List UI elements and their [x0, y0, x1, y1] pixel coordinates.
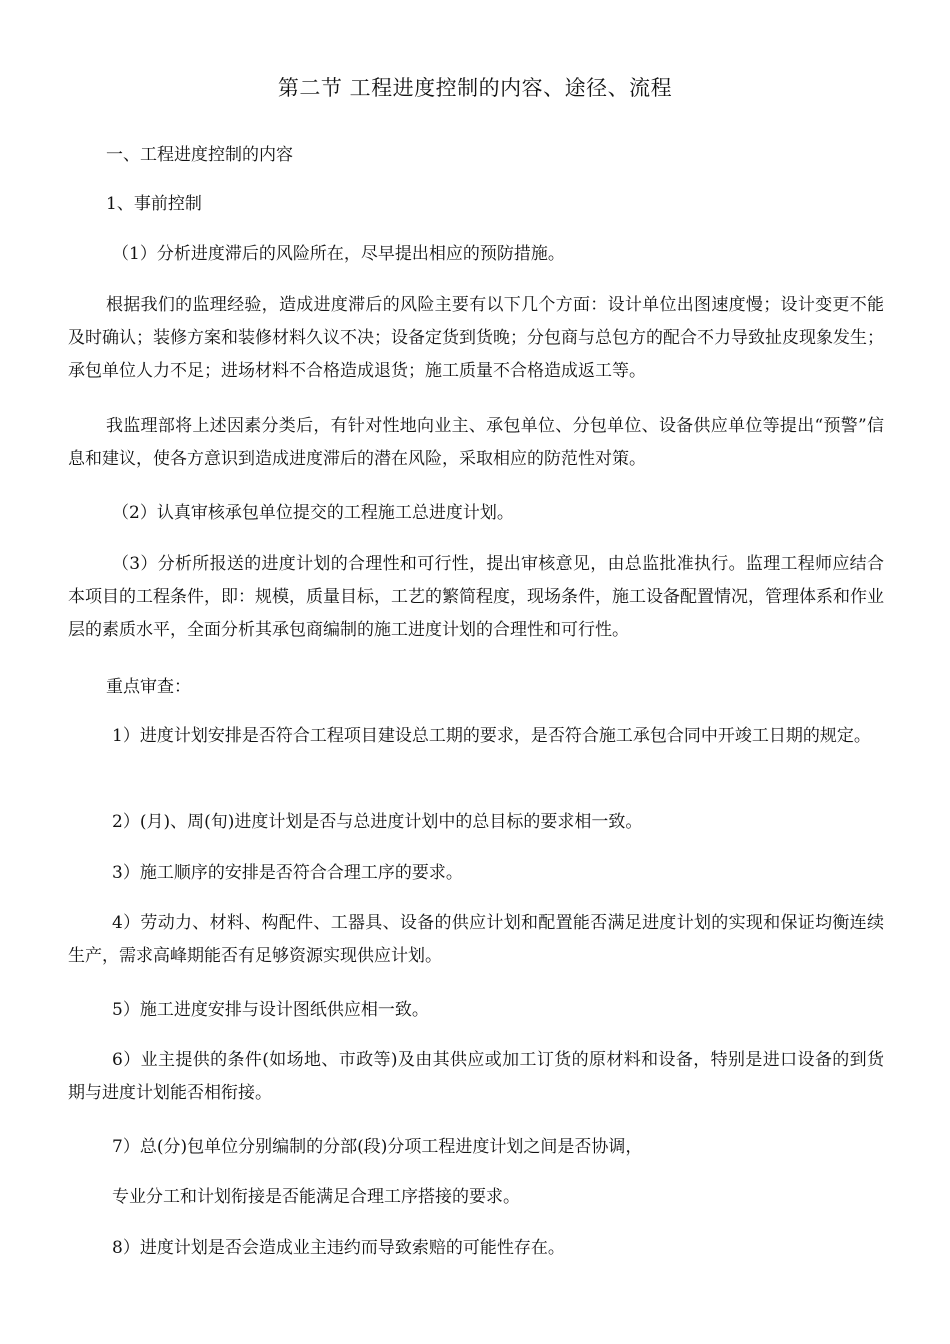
heading-pre-control: 1、事前控制: [106, 194, 202, 214]
paragraph-key-review: 重点审查：: [106, 677, 191, 697]
review-item-3: 3）施工顺序的安排是否符合合理工序的要求。: [112, 863, 463, 883]
review-item-6: 6）业主提供的条件(如场地、市政等)及由其供应或加工订货的原材料和设备，特别是进口设备的到货期与进度计划能否相衔接。: [68, 1050, 884, 1103]
paragraph-risk-factors: 根据我们的监理经验，造成进度滞后的风险主要有以下几个方面：设计单位出图速度慢；设计变更不能及时确认；装修方案和装修材料久议不决；设备定货到货晚；分包商与总包方的配合不力导致扯皮现象发生；承包单位人力不足；进场材料不合格造成退货；施工质量不合格造成返工等。: [68, 295, 884, 381]
review-item-7: 7）总(分)包单位分别编制的分部(段)分项工程进度计划之间是否协调，: [112, 1137, 643, 1157]
review-item-7-continued: 专业分工和计划衔接是否能满足合理工序搭接的要求。: [112, 1187, 520, 1207]
review-item-5: 5）施工进度安排与设计图纸供应相一致。: [112, 1000, 429, 1020]
review-item-8: 8）进度计划是否会造成业主违约而导致索赔的可能性存在。: [112, 1238, 565, 1258]
review-item-1: 1）进度计划安排是否符合工程项目建设总工期的要求，是否符合施工承包合同中开竣工日期的规定。: [112, 726, 871, 746]
section-title: 第二节 工程进度控制的内容、途径、流程: [277, 76, 673, 100]
review-item-4: 4）劳动力、材料、构配件、工器具、设备的供应计划和配置能否满足进度计划的实现和保证均衡连续生产，需求高峰期能否有足够资源实现供应计划。: [68, 913, 884, 966]
paragraph-warning: 我监理部将上述因素分类后，有针对性地向业主、承包单位、分包单位、设备供应单位等提出“预警”信息和建议，使各方意识到造成进度滞后的潜在风险，采取相应的防范性对策。: [68, 416, 884, 469]
heading-progress-control-content: 一、工程进度控制的内容: [106, 145, 293, 165]
paragraph-item-2: （2）认真审核承包单位提交的工程施工总进度计划。: [112, 503, 514, 523]
paragraph-item-3: （3）分析所报送的进度计划的合理性和可行性，提出审核意见，由总监批准执行。监理工程师应结合本项目的工程条件，即：规模，质量目标，工艺的繁简程度，现场条件，施工设备配置情况，管理体系和作业层的素质水平，全面分析其承包商编制的施工进度计划的合理性和可行性。: [68, 554, 884, 640]
review-item-2: 2）(月)、周(旬)进度计划是否与总进度计划中的总目标的要求相一致。: [112, 812, 643, 832]
paragraph-item-1: （1）分析进度滞后的风险所在，尽早提出相应的预防措施。: [112, 244, 565, 264]
